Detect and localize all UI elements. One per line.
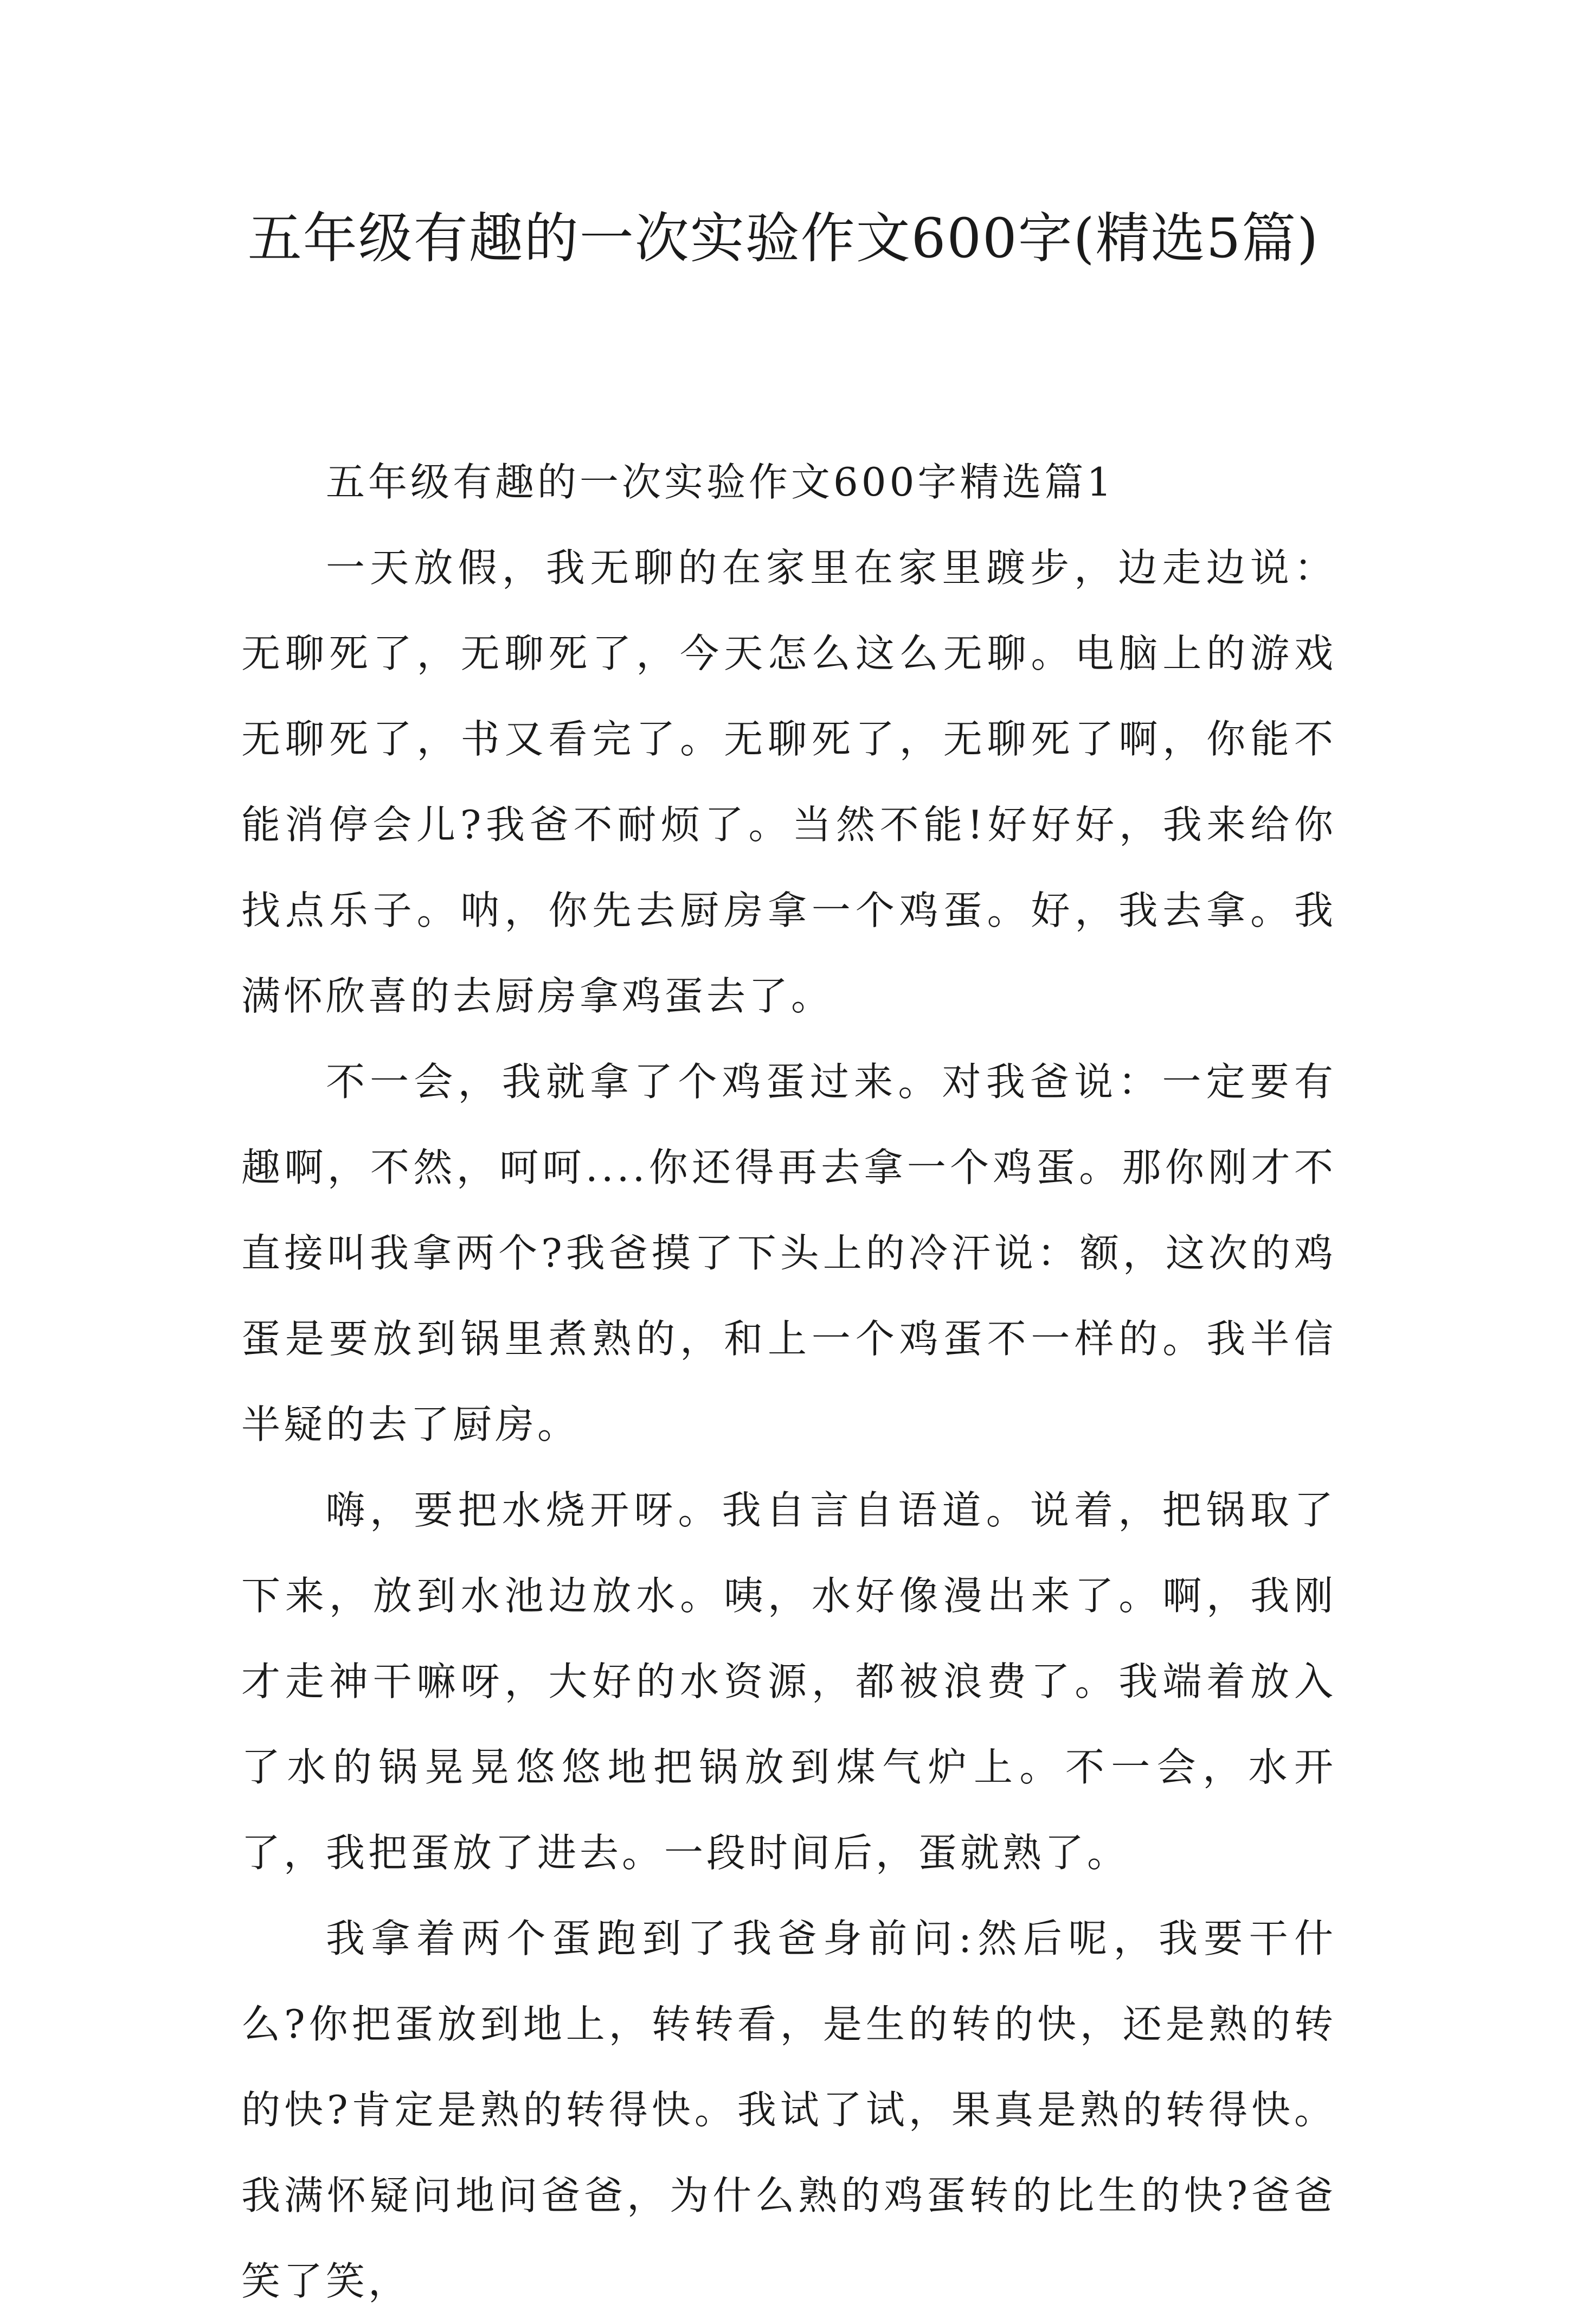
section-heading: 五年级有趣的一次实验作文600字精选篇1 (326, 459, 1115, 505)
paragraph-3: 嗨，要把水烧开呀。我自言自语道。说着，把锅取了下来，放到水池边放水。咦，水好像漫出来了。啊，我刚才走神干嘛呀，大好的水资源，都被浪费了。我端着放入了水的锅晃晃悠悠地把锅放到煤气炉上。不一会，水开了，我把蛋放了进去。一段时间后，蛋就熟了。 (241, 1487, 1336, 1876)
document-body (241, 439, 1336, 2324)
document-title: 五年级有趣的一次实验作文600字(精选5篇) (247, 207, 1320, 270)
paragraph-2: 不一会，我就拿了个鸡蛋过来。对我爸说：一定要有趣啊，不然，呵呵....你还得再去拿一个鸡蛋。那你刚才不直接叫我拿两个?我爸摸了下头上的冷汗说：额，这次的鸡蛋是要放到锅里煮熟的，和上一个鸡蛋不一样的。我半信半疑的去了厨房。 (241, 1059, 1336, 1447)
paragraph-1: 一天放假，我无聊的在家里在家里踱步，边走边说：无聊死了，无聊死了，今天怎么这么无聊。电脑上的游戏无聊死了，书又看完了。无聊死了，无聊死了啊，你能不能消停会儿?我爸不耐烦了。当然不能!好好好，我来给你找点乐子。呐，你先去厨房拿一个鸡蛋。好，我去拿。我满怀欣喜的去厨房拿鸡蛋去了。 (241, 545, 1336, 1019)
paragraph-4: 我拿着两个蛋跑到了我爸身前问:然后呢，我要干什么?你把蛋放到地上，转转看，是生的转的快，还是熟的转的快?肯定是熟的转得快。我试了试，果真是熟的转得快。我满怀疑问地问爸爸，为什么熟的鸡蛋转的比生的快?爸爸笑了笑， (241, 1916, 1336, 2304)
